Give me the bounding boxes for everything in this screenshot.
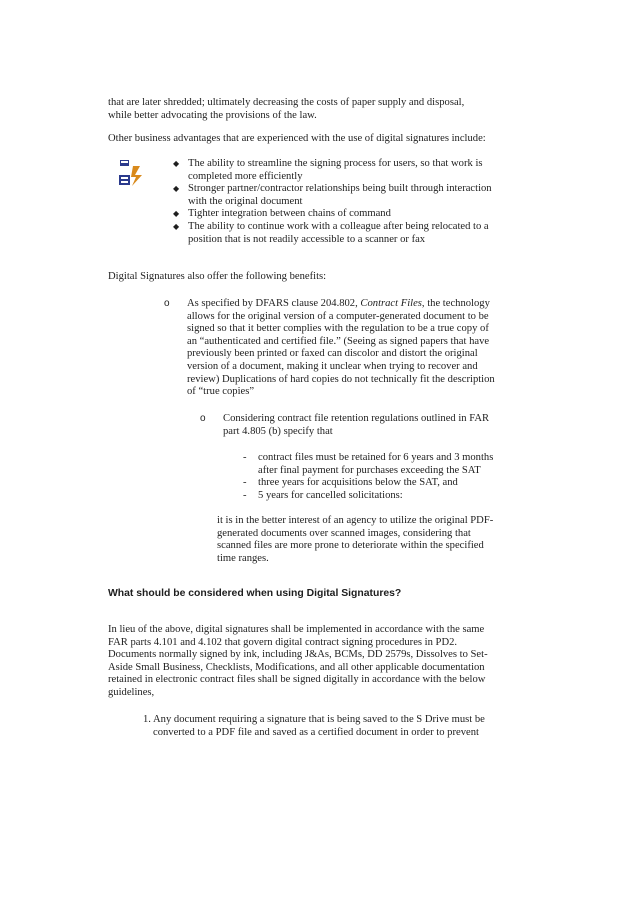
advantages-list — [173, 158, 533, 246]
numbered-item: 1. Any document requiring a signature that is being saved to the S Drive must be converted to a PDF file and saved as a certified document in order to prevent — [143, 714, 485, 738]
section-heading: What should be considered when using Digital Signatures? — [108, 588, 402, 599]
list-item: - contract files must be retained for 6 years and 3 months after final payment for purchases exceeding the SAT — [243, 452, 533, 477]
text-line: that are later shredded; ultimately decreasing the costs of paper supply and disposal, — [108, 97, 465, 108]
list-item: ◆ Stronger partner/contractor relationships being built through interaction with the original document — [173, 183, 533, 208]
list-item: o As specified by DFARS clause 204.802, Contract Files, the technology allows for the original version of a computer-generated document to be signed so that it better complies with the regulation to be a true copy of an “authenticated and certified file.” (Seeing as signed papers that have previously been printed or faxed can discolor and distort the original version of a document, making it unclear when trying to recover and review) Duplications of hard copies do not technically fit the description of “true copies” — [164, 298, 544, 399]
retention-list — [200, 413, 520, 438]
retention-conclusion: it is in the better interest of an agency to utilize the original PDF- generated documents over scanned images, considering that scanned files are more prone to deteriorate within the specified time ranges. — [217, 515, 494, 564]
list-item: - 5 years for cancelled solicitations: — [243, 490, 533, 503]
list-item: ◆ Tighter integration between chains of command — [173, 208, 533, 221]
retention-periods-list — [243, 452, 533, 502]
list-item: ◆ The ability to continue work with a colleague after being relocated to a position that is not readily accessible to a scanner or fax — [173, 221, 533, 246]
list-item: - three years for acquisitions below the SAT, and — [243, 477, 533, 490]
intro-paragraph — [108, 97, 538, 122]
benefits-list — [164, 298, 544, 399]
advantages-intro: Other business advantages that are experienced with the use of digital signatures include: — [108, 133, 486, 144]
list-item: ◆ The ability to streamline the signing process for users, so that work is completed more efficiently — [173, 158, 533, 183]
list-item: o Considering contract file retention regulations outlined in FAR part 4.805 (b) specify that — [200, 413, 520, 438]
item-number: 1. — [143, 714, 151, 725]
text-line: while better advocating the provisions of the law. — [108, 109, 317, 121]
benefits-intro: Digital Signatures also offer the following benefits: — [108, 271, 327, 282]
lieu-paragraph: In lieu of the above, digital signatures shall be implemented in accordance with the same FAR parts 4.101 and 4.102 that govern digital contract signing procedures in PD2. Documents normally signed by ink, including J&As, BCMs, DD 2579s, Dissolves to Set- Aside Small Business, Checklists, Modifications, and all other applicable documentation retained in electronic contract files shall be signed digitally in accordance with the below guidelines, — [108, 624, 488, 698]
document-signature-icon — [118, 158, 146, 188]
